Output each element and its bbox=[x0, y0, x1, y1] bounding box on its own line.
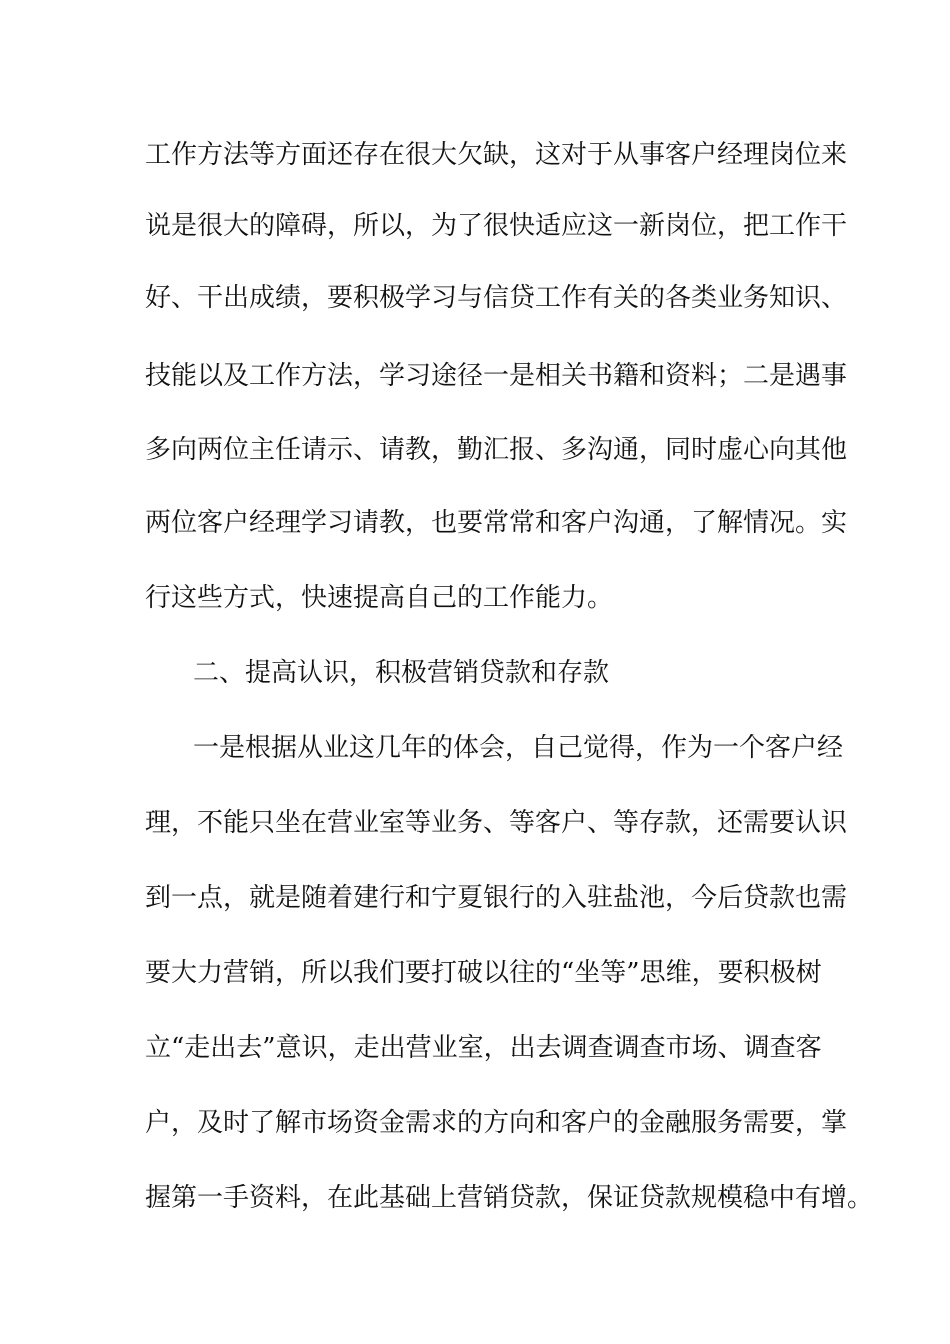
paragraph-line: 好、干出成绩，要积极学习与信贷工作有关的各类业务知识、 bbox=[145, 283, 848, 313]
paragraph-line: 到一点，就是随着建行和宁夏银行的入驻盐池，今后贷款也需 bbox=[145, 883, 848, 913]
paragraph-line: 行这些方式，快速提高自己的工作能力。 bbox=[145, 583, 614, 613]
paragraph-line: 理，不能只坐在营业室等业务、等客户、等存款，还需要认识 bbox=[145, 808, 848, 838]
paragraph-line: 握第一手资料，在此基础上营销贷款，保证贷款规模稳中有增。 bbox=[145, 1183, 874, 1213]
paragraph-line: 技能以及工作方法，学习途径一是相关书籍和资料；二是遇事 bbox=[145, 361, 848, 391]
paragraph-line: 说是很大的障碍，所以，为了很快适应这一新岗位，把工作干 bbox=[145, 211, 848, 241]
paragraph-line: 立“走出去”意识，走出营业室，出去调查调查市场、调查客 bbox=[145, 1033, 822, 1063]
section-heading: 二、提高认识，积极营销贷款和存款 bbox=[193, 658, 610, 688]
paragraph-line: 工作方法等方面还存在很大欠缺，这对于从事客户经理岗位来 bbox=[145, 140, 848, 170]
paragraph-line: 多向两位主任请示、请教，勤汇报、多沟通，同时虚心向其他 bbox=[145, 435, 848, 465]
paragraph-line: 户，及时了解市场资金需求的方向和客户的金融服务需要，掌 bbox=[145, 1108, 848, 1138]
paragraph-line: 一是根据从业这几年的体会，自己觉得，作为一个客户经 bbox=[193, 733, 844, 763]
paragraph-line: 两位客户经理学习请教，也要常常和客户沟通，了解情况。实 bbox=[145, 508, 848, 538]
paragraph-line: 要大力营销，所以我们要打破以往的“坐等”思维，要积极树 bbox=[145, 958, 822, 988]
